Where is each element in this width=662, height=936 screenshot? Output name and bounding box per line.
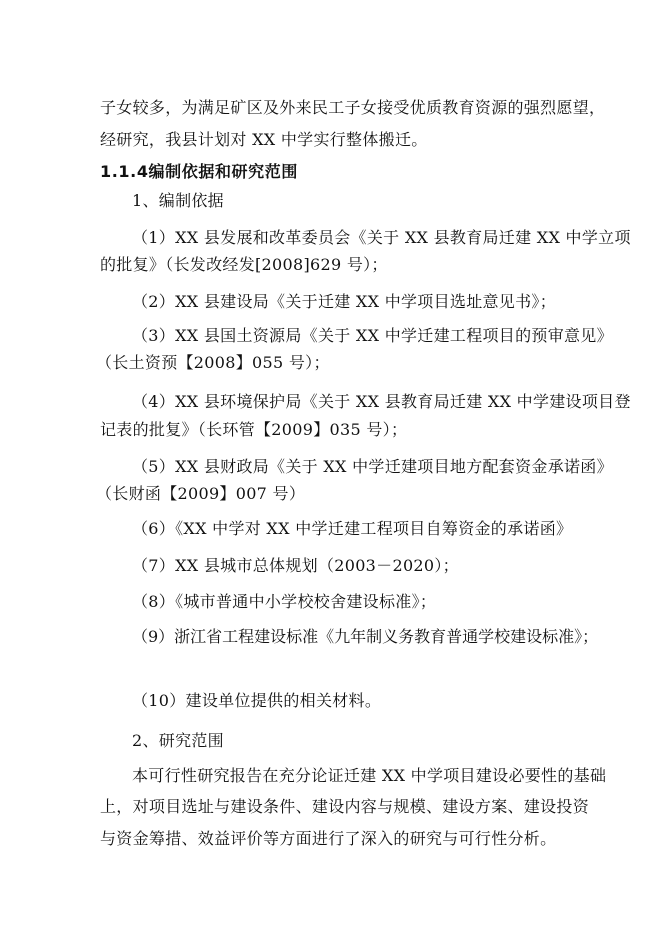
basis-item-4-line-2: 记表的批复》（长环管【2009】035 号）； xyxy=(100,420,408,439)
scope-line-3: 与资金筹措、效益评价等方面进行了深入的研究与可行性分析。 xyxy=(100,829,557,848)
basis-item-6: （6）《XX 中学对 XX 中学迁建工程项目自筹资金的承诺函》 xyxy=(132,519,573,538)
section-heading: 1.1.4编制依据和研究范围 xyxy=(100,162,298,181)
basis-item-10: （10）建设单位提供的相关材料。 xyxy=(132,691,382,710)
intro-line-2: 经研究，我县计划对 XX 中学实行整体搬迁。 xyxy=(100,130,428,149)
scope-line-2: 上，对项目选址与建设条件、建设内容与规模、建设方案、建设投资 xyxy=(100,797,590,816)
basis-item-1-line-2: 的批复》（长发改经发[2008]629 号）； xyxy=(100,255,388,274)
basis-item-1-line-1: （1）XX 县发展和改革委员会《关于 XX 县教育局迁建 XX 中学立项 xyxy=(132,228,631,247)
basis-item-4-line-1: （4）XX 县环境保护局《关于 XX 县教育局迁建 XX 中学建设项目登 xyxy=(132,392,631,411)
basis-item-3-line-2: （长土资预【2008】055 号）； xyxy=(96,353,330,372)
basis-item-3-line-1: （3）XX 县国土资源局《关于 XX 中学迁建工程项目的预审意见》 xyxy=(132,326,613,345)
subsection-title-basis: 1、编制依据 xyxy=(132,191,224,210)
basis-item-9: （9）浙江省工程建设标准《九年制义务教育普通学校建设标准》； xyxy=(132,627,599,646)
subsection-title-scope: 2、研究范围 xyxy=(132,731,224,750)
scope-line-1: 本可行性研究报告在充分论证迁建 XX 中学项目建设必要性的基础 xyxy=(132,766,607,785)
basis-item-5-line-2: （长财函【2009】007 号） xyxy=(96,484,306,503)
basis-item-2: （2）XX 县建设局《关于迁建 XX 中学项目选址意见书》； xyxy=(132,292,557,311)
basis-item-5-line-1: （5）XX 县财政局《关于 XX 中学迁建项目地方配套资金承诺函》 xyxy=(132,457,613,476)
intro-line-1: 子女较多，为满足矿区及外来民工子女接受优质教育资源的强烈愿望， xyxy=(100,98,606,117)
basis-item-7: （7）XX 县城市总体规划（2003－2020）； xyxy=(132,556,459,575)
basis-item-8: （8）《城市普通中小学校校舍建设标准》； xyxy=(132,592,437,611)
